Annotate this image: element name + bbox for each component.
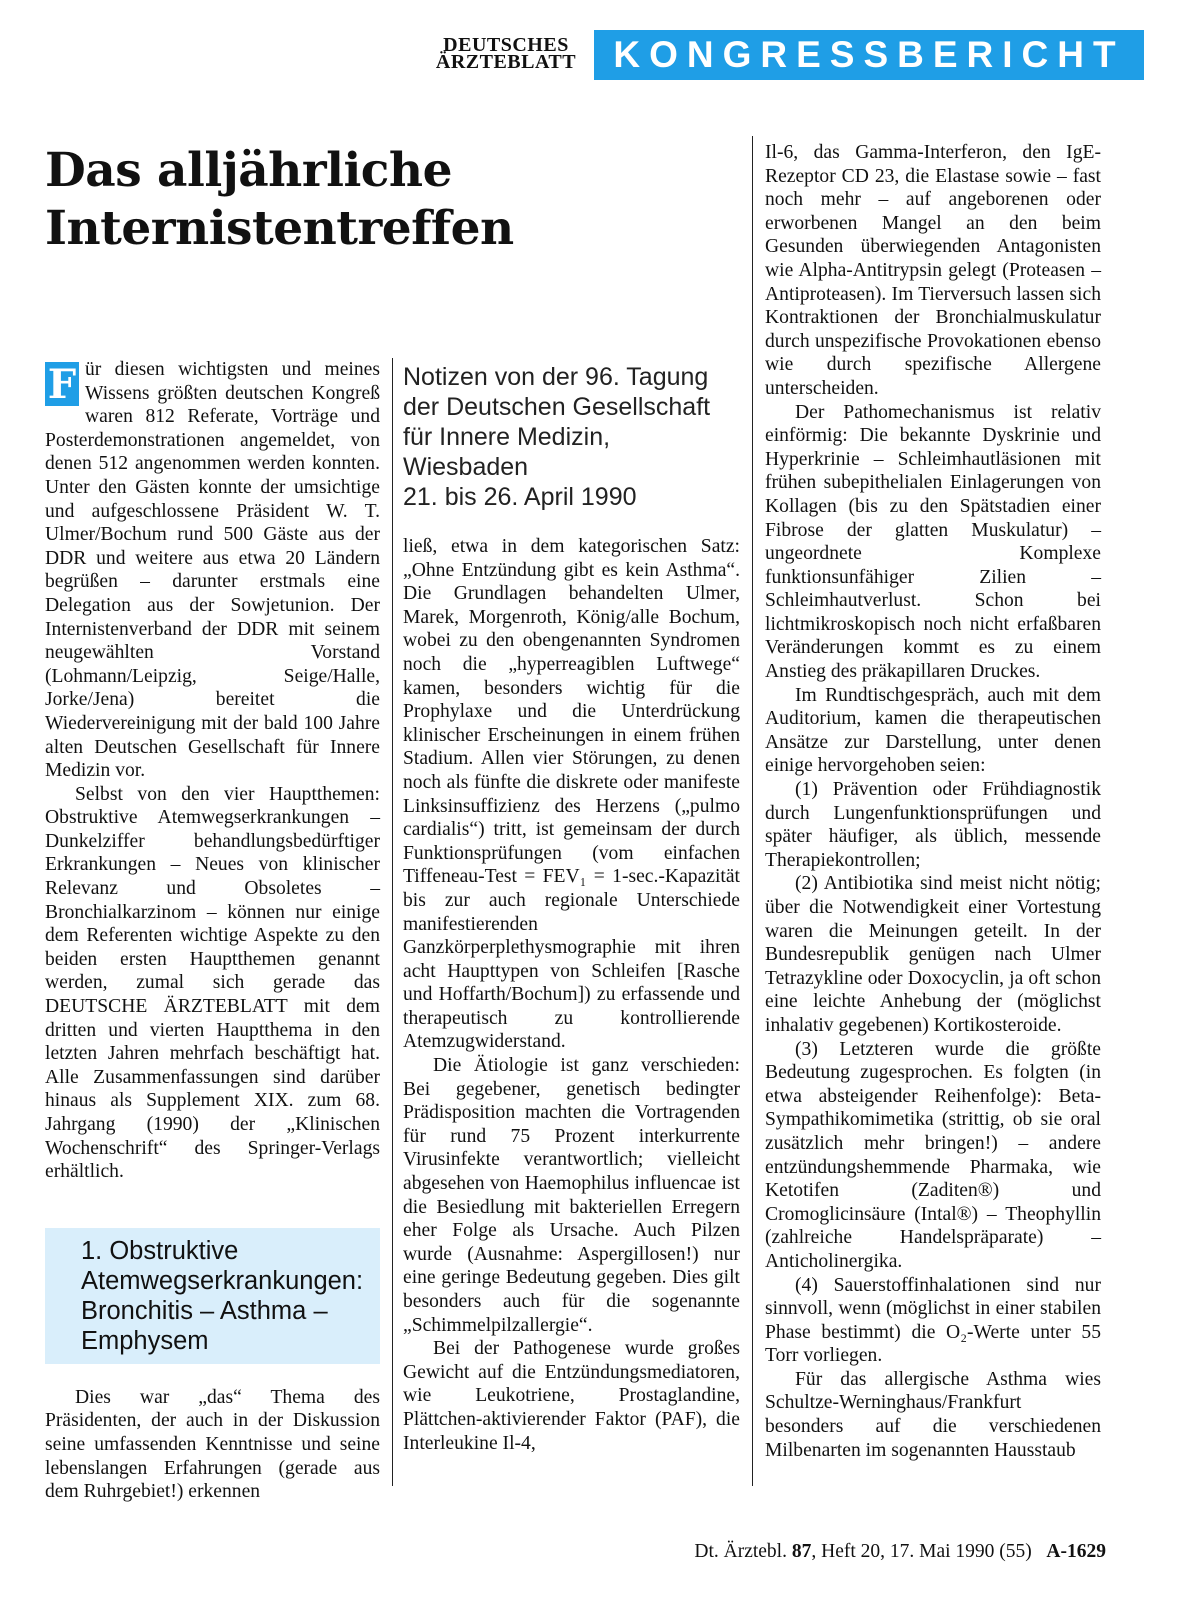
section-heading: 1. Obstruktive Atemwegserkrankungen: Bronchitis – Asthma – Emphysem xyxy=(45,1228,380,1364)
section-banner: KONGRESSBERICHT xyxy=(594,30,1144,80)
paragraph: Die Ätiologie ist ganz verschieden: Bei gegebener, genetisch bedingter Prädisposition machten die Vortragenden für rund 75 Prozent interkurrente Virusinfekte verantwortlich; vielleicht abgesehen von Haemophilus influencae ist die Besiedlung mit bakteriellen Erregern eher Folge als Ursache. Auch Pilzen wurde (Ausnahme: Aspergillosen!) nur eine geringe Bedeutung gegeben. Dies gilt besonders auch für die sogenannte „Schimmelpilzallergie“. xyxy=(403,1055,740,1336)
title-line-1: Das alljährliche xyxy=(45,143,452,198)
paragraph: Der Pathomechanismus ist relativ einförmig: Die bekannte Dyskrinie und Hyperkrinie – Schleimhautläsionen mit frühen subepithelialen Einlagerungen von Kollagen (bis zu den Spätstadien einer Fibrose der glatten Muskulatur) – ungeordnete Komplexe funktionsunfähiger Zilien – Schleimhautverlust. Schon bei lichtmikroskopisch noch nicht erfaßbaren Veränderungen kommt es zu einem Anstieg des präkapillaren Druckes. xyxy=(765,401,1101,683)
page-footer xyxy=(694,1541,1106,1563)
paragraph: Il-6, das Gamma-Interferon, den IgE-Rezeptor CD 23, die Elastase sowie – fast noch mehr – auf angeborenen oder erworbenen Mangel an den beim Gesunden überwiegenden Antagonisten wie Alpha-Antitrypsin gelegt (Proteasen – Antiproteasen). Im Tierversuch lassen sich Kontraktionen der Bronchialmuskulatur durch unspezifische Provokationen ebenso wie durch spezifische Allergene unterscheiden. xyxy=(765,142,1101,399)
footer-journal: Dt. Ärztebl. xyxy=(694,1541,787,1562)
subtitle-line: 21. bis 26. April 1990 xyxy=(403,483,637,511)
title-line-2: Internistentreffen xyxy=(45,201,514,256)
column-3 xyxy=(765,141,1101,1462)
list-item: (1) Prävention oder Frühdiagnostik durch Lungenfunktionsprüfungen und später häufiger, als üblich, messende Therapiekontrollen; xyxy=(765,779,1101,871)
column-rule-1 xyxy=(392,358,393,1486)
column-1 xyxy=(45,358,380,1504)
list-item: (3) Letzteren wurde die größte Bedeutung zugesprochen. Es folgten (in etwa absteigender Reihenfolge): Beta-Sympathikomimetika (strittig, ob sie oral zusätzlich mehr bringen!) – andere entzündungshemmende Pharmaka, wie Ketotifen (Zaditen®) und Cromoglicinsäure (Intal®) – Theophyllin (zahlreiche Handelspräparate) – Anticholinergika. xyxy=(765,1038,1101,1272)
paragraph: Für das allergische Asthma wies Schultze-Werninghaus/Frankfurt besonders auf die verschiedenen Milbenarten im sogenannten Hausstaub xyxy=(765,1368,1101,1461)
list-item: (2) Antibiotika sind meist nicht nötig; über die Notwendigkeit einer Vortestung waren die Meinungen geteilt. In der Bundesrepublik genügen nach Ulmer Tetrazykline oder Doxocyclin, ja oft schon eine leichte Anhebung der (möglichst inhalativ gegebenen) Kortikosteroide. xyxy=(765,873,1101,1036)
column-rule-2 xyxy=(752,136,753,1486)
subtitle-line: für Innere Medizin, xyxy=(403,423,611,451)
brand-line-2: ÄRZTEBLATT xyxy=(435,51,577,73)
paragraph: Dies war „das“ Thema des Präsidenten, der auch in der Diskussion seine umfassenden Kenntnisse und seine lebenslangen Erfahrungen (gerade aus dem Ruhrgebiet!) erkennen xyxy=(45,1386,380,1503)
drop-cap: F xyxy=(45,362,79,406)
column-2 xyxy=(403,535,740,1455)
paragraph: Im Rundtischgespräch, auch mit dem Auditorium, kamen die therapeutischen Ansätze zur Darstellung, unter denen einige hervorgehoben seien: xyxy=(765,684,1101,777)
footer-issue: , Heft 20, 17. Mai 1990 (55) xyxy=(811,1541,1032,1562)
article-subtitle xyxy=(403,362,743,512)
footer-volume: 87 xyxy=(791,1541,812,1562)
masthead xyxy=(422,30,1144,80)
footer-page-number: A-1629 xyxy=(1046,1541,1106,1562)
subtitle-line: Wiesbaden xyxy=(403,453,529,481)
subtitle-line: Notizen von der 96. Tagung xyxy=(403,363,709,391)
paragraph: Bei der Pathogenese wurde großes Gewicht auf die Entzündungsmediatoren, wie Leukotriene, Prostaglandine, Plättchen-aktivierender Faktor (PAF), die Interleukine Il-4, xyxy=(403,1338,740,1454)
intro-paragraph xyxy=(45,358,380,783)
paragraph: ließ, etwa in dem kategorischen Satz: „Ohne Entzündung gibt es kein Asthma“. Die Grundlagen behandelten Ulmer, Marek, Morgenroth, König/alle Bochum, wobei zu den obengenannten Syndromen noch die „hyperreagiblen Luftwege“ kamen, besonders wichtig für die Prophylaxe und die Unterdrückung klinischer Erscheinungen in einem frühen Stadium. Allen vier Störungen, zu denen noch als fünfte die diskrete oder manifeste Linksinsuffizienz des Herzens („pulmo cardialis“) tritt, ist gemeinsam der durch Funktionsprüfungen (vom einfachen Tiffeneau-Test = FEV₁ = 1-sec.-Kapazität bis zur auch regionale Unterschiede manifestierenden Ganzkörperplethysmographie mit ihren acht Haupttypen von Schleifen [Rasche und Hoffarth/Bochum]) zu erfassende und therapeutisch zu kontrollierende Atemzugwiderstand. xyxy=(403,536,740,1053)
intro-text: ür diesen wichtigsten und meines Wissens größten deutschen Kongreß waren 812 Referate, Vorträge und Posterdemonstrationen angemeldet, von denen 512 angenommen werden konnten. Unter den Gästen konnte der umsichtige und aufgeschlossene Präsident W. T. Ulmer/Bochum rund 500 Gäste aus der DDR und weitere aus etwa 20 Ländern begrüßen – darunter erstmals eine Delegation aus der Sowjetunion. Der Internistenverband der DDR mit seinem neugewählten Vorstand (Lohmann/Leipzig, Seige/Halle, Jorke/Jena) bereitet die Wiedervereinigung mit der bald 100 Jahre alten Deutschen Gesellschaft für Innere Medizin vor. xyxy=(45,359,380,782)
subtitle-line: der Deutschen Gesellschaft xyxy=(403,393,711,421)
journal-logo xyxy=(422,34,590,73)
brand-line-1: DEUTSCHES xyxy=(443,34,569,56)
list-item: (4) Sauerstoffinhalationen sind nur sinnvoll, wenn (möglichst in einer stabilen Phase bestimmt) die O₂-Werte unter 55 Torr vorliegen. xyxy=(765,1274,1101,1367)
article-title xyxy=(45,142,745,258)
paragraph: Selbst von den vier Hauptthemen: Obstruktive Atemwegserkrankungen – Dunkelziffer behandlungsbedürftiger Erkrankungen – Neues von klinischer Relevanz und Obsoletes – Bronchialkarzinom – können nur einige dem Referenten wichtige Aspekte zu den beiden ersten Hauptthemen genannt werden, zumal sich gerade das DEUTSCHE ÄRZTEBLATT mit dem dritten und vierten Hauptthema in den letzten Jahren mehrfach beschäftigt hat. Alle Zusammenfassungen sind darüber hinaus als Supplement XIX. zum 68. Jahrgang (1990) der „Klinischen Wochenschrift“ des Springer-Verlags erhältlich. xyxy=(45,783,380,1183)
